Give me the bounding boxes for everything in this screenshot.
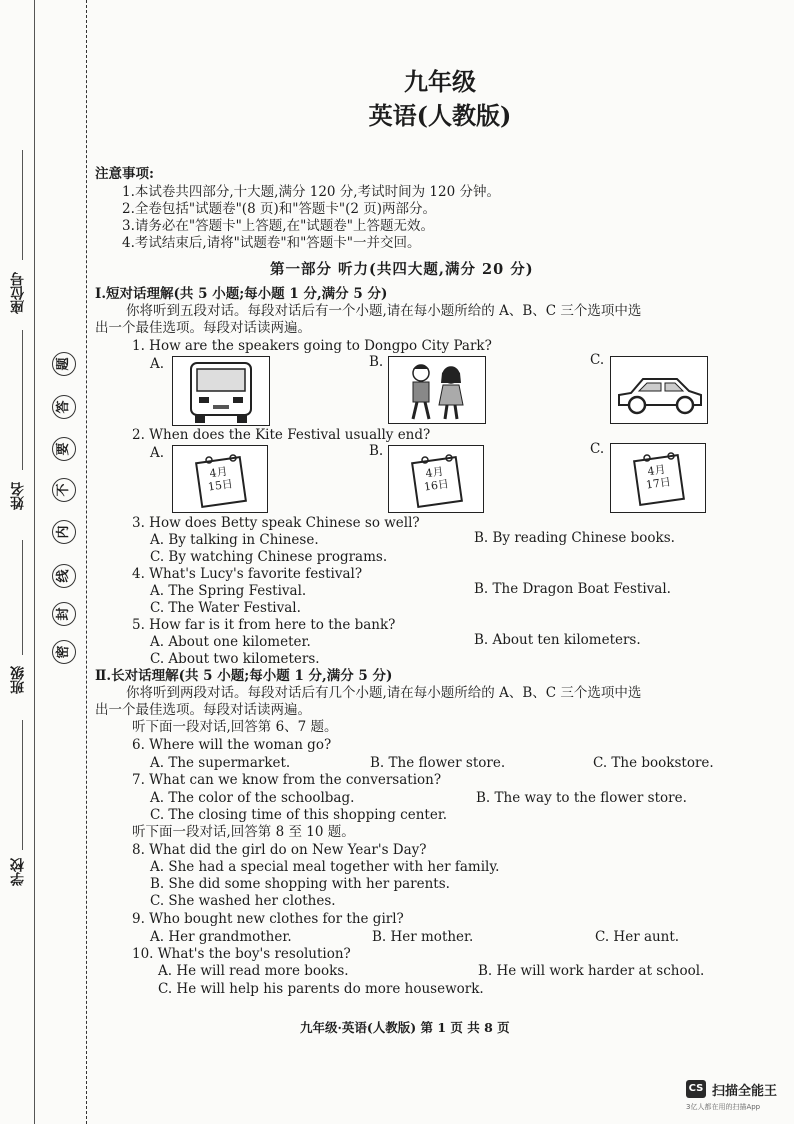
q9-option-b: B. Her mother. (372, 929, 474, 945)
notice-item-1: 1.本试卷共四部分,十大题,满分 120 分,考试时间为 120 分钟。 (122, 184, 500, 200)
section2-heading: Ⅱ.长对话理解(共 5 小题;每小题 1 分,满分 5 分) (95, 668, 393, 684)
question-2: 2. When does the Kite Festival usually end? (132, 427, 431, 443)
q4-option-b: B. The Dragon Boat Festival. (474, 581, 671, 597)
seal-char-8: 题 (52, 352, 76, 376)
calendar-b-day: 16日 (423, 477, 450, 494)
seal-char-5: 不 (52, 478, 76, 502)
seal-char-4: 内 (52, 520, 76, 544)
calendar-picture-c (610, 443, 706, 513)
question-1: 1. How are the speakers going to Dongpo City Park? (132, 338, 492, 354)
school-fill-line (22, 720, 23, 850)
question-10: 10. What's the boy's resolution? (132, 946, 351, 962)
notice-item-3: 3.请务必在"答题卡"上答题,在"试题卷"上答题无效。 (122, 218, 435, 234)
calendar-picture-b (388, 445, 484, 513)
calendar-c-day: 17日 (645, 475, 672, 492)
question-3: 3. How does Betty speak Chinese so well? (132, 515, 420, 531)
q8-option-b: B. She did some shopping with her parents. (150, 876, 450, 892)
q9-option-c: C. Her aunt. (595, 929, 680, 945)
q7-option-c: C. The closing time of this shopping center. (150, 807, 448, 823)
scanner-title: 扫描全能王 (712, 1084, 778, 1099)
q10-option-c: C. He will help his parents do more housework. (158, 981, 484, 997)
seal-char-3: 线 (52, 564, 76, 588)
seal-char-6: 要 (52, 437, 76, 461)
margin-class-label: 班级 (10, 666, 26, 694)
walking-people-icon (389, 357, 485, 423)
notice-item-2: 2.全卷包括"试题卷"(8 页)和"答题卡"(2 页)两部分。 (122, 201, 437, 217)
calendar-b-month: 4月 (424, 464, 445, 481)
bus-icon (173, 357, 269, 425)
q6-option-b: B. The flower store. (370, 755, 506, 771)
q1-option-b-label: B. (369, 354, 384, 370)
car-picture (610, 356, 708, 424)
name-fill-line (22, 330, 23, 470)
q4-option-a: A. The Spring Festival. (150, 583, 307, 599)
seal-char-7: 答 (52, 395, 76, 419)
question-5: 5. How far is it from here to the bank? (132, 617, 396, 633)
section2-instr-1: 你将听到两段对话。每段对话后有几个小题,请在每小题所给的 A、B、C 三个选项中选 (126, 685, 642, 701)
q3-option-a: A. By talking in Chinese. (150, 532, 319, 548)
q2-option-c-label: C. (590, 441, 605, 457)
walking-picture (388, 356, 486, 424)
q10-option-b: B. He will work harder at school. (478, 963, 705, 979)
margin-dashed-line (86, 0, 87, 1124)
question-9: 9. Who bought new clothes for the girl? (132, 911, 404, 927)
q2-option-a-label: A. (150, 445, 165, 461)
exam-no-fill-line (22, 150, 23, 260)
question-8: 8. What did the girl do on New Year's Day? (132, 842, 427, 858)
section1-instr-1: 你将听到五段对话。每段对话后有一个小题,请在每小题所给的 A、B、C 三个选项中选 (126, 303, 642, 319)
q10-option-a: A. He will read more books. (158, 963, 349, 979)
q8-option-c: C. She washed her clothes. (150, 893, 336, 909)
q7-option-a: A. The color of the schoolbag. (150, 790, 355, 806)
section1-instr-2: 出一个最佳选项。每段对话读两遍。 (95, 320, 311, 336)
margin-exam-no-label: 座位号 (10, 272, 26, 314)
section1-heading: Ⅰ.短对话理解(共 5 小题;每小题 1 分,满分 5 分) (95, 286, 388, 302)
scanner-logo-icon: CS (686, 1080, 706, 1098)
listen-instr-2: 听下面一段对话,回答第 8 至 10 题。 (132, 824, 355, 840)
q1-option-a-label: A. (150, 356, 165, 372)
car-icon (611, 357, 707, 423)
seal-char-1: 密 (52, 640, 76, 664)
bus-picture (172, 356, 270, 426)
grade-title: 九年级 (404, 67, 476, 96)
listen-instr-1: 听下面一段对话,回答第 6、7 题。 (132, 719, 338, 735)
q6-option-c: C. The bookstore. (593, 755, 714, 771)
q1-option-c-label: C. (590, 352, 605, 368)
notice-item-4: 4.考试结束后,请将"试题卷"和"答题卡"一并交回。 (122, 235, 421, 251)
calendar-a-month: 4月 (208, 464, 229, 481)
seal-char-2: 封 (52, 602, 76, 626)
part1-title: 第一部分 听力(共四大题,满分 20 分) (270, 261, 534, 278)
q3-option-b: B. By reading Chinese books. (474, 530, 675, 546)
q5-option-c: C. About two kilometers. (150, 651, 320, 667)
q9-option-a: A. Her grandmother. (150, 929, 292, 945)
section2-instr-2: 出一个最佳选项。每段对话读两遍。 (95, 702, 311, 718)
calendar-picture-a (172, 445, 268, 513)
question-7: 7. What can we know from the conversation? (132, 772, 442, 788)
q4-option-c: C. The Water Festival. (150, 600, 301, 616)
q5-option-a: A. About one kilometer. (150, 634, 311, 650)
margin-name-label: 姓名 (10, 482, 26, 510)
question-6: 6. Where will the woman go? (132, 737, 332, 753)
q3-option-c: C. By watching Chinese programs. (150, 549, 388, 565)
scanner-subtitle: 3亿人都在用的扫描App (686, 1103, 761, 1111)
margin-left-line (34, 0, 35, 1124)
q5-option-b: B. About ten kilometers. (474, 632, 641, 648)
calendar-a-day: 15日 (207, 477, 234, 494)
q7-option-b: B. The way to the flower store. (476, 790, 687, 806)
calendar-c-month: 4月 (646, 462, 667, 479)
notice-title: 注意事项: (95, 166, 154, 182)
class-fill-line (22, 540, 23, 655)
q8-option-a: A. She had a special meal together with her family. (150, 859, 500, 875)
margin-school-label: 学校 (10, 858, 26, 886)
question-4: 4. What's Lucy's favorite festival? (132, 566, 363, 582)
q2-option-b-label: B. (369, 443, 384, 459)
page-footer: 九年级·英语(人教版) 第 1 页 共 8 页 (300, 1020, 510, 1035)
subject-title: 英语(人教版) (368, 101, 512, 130)
q6-option-a: A. The supermarket. (150, 755, 291, 771)
